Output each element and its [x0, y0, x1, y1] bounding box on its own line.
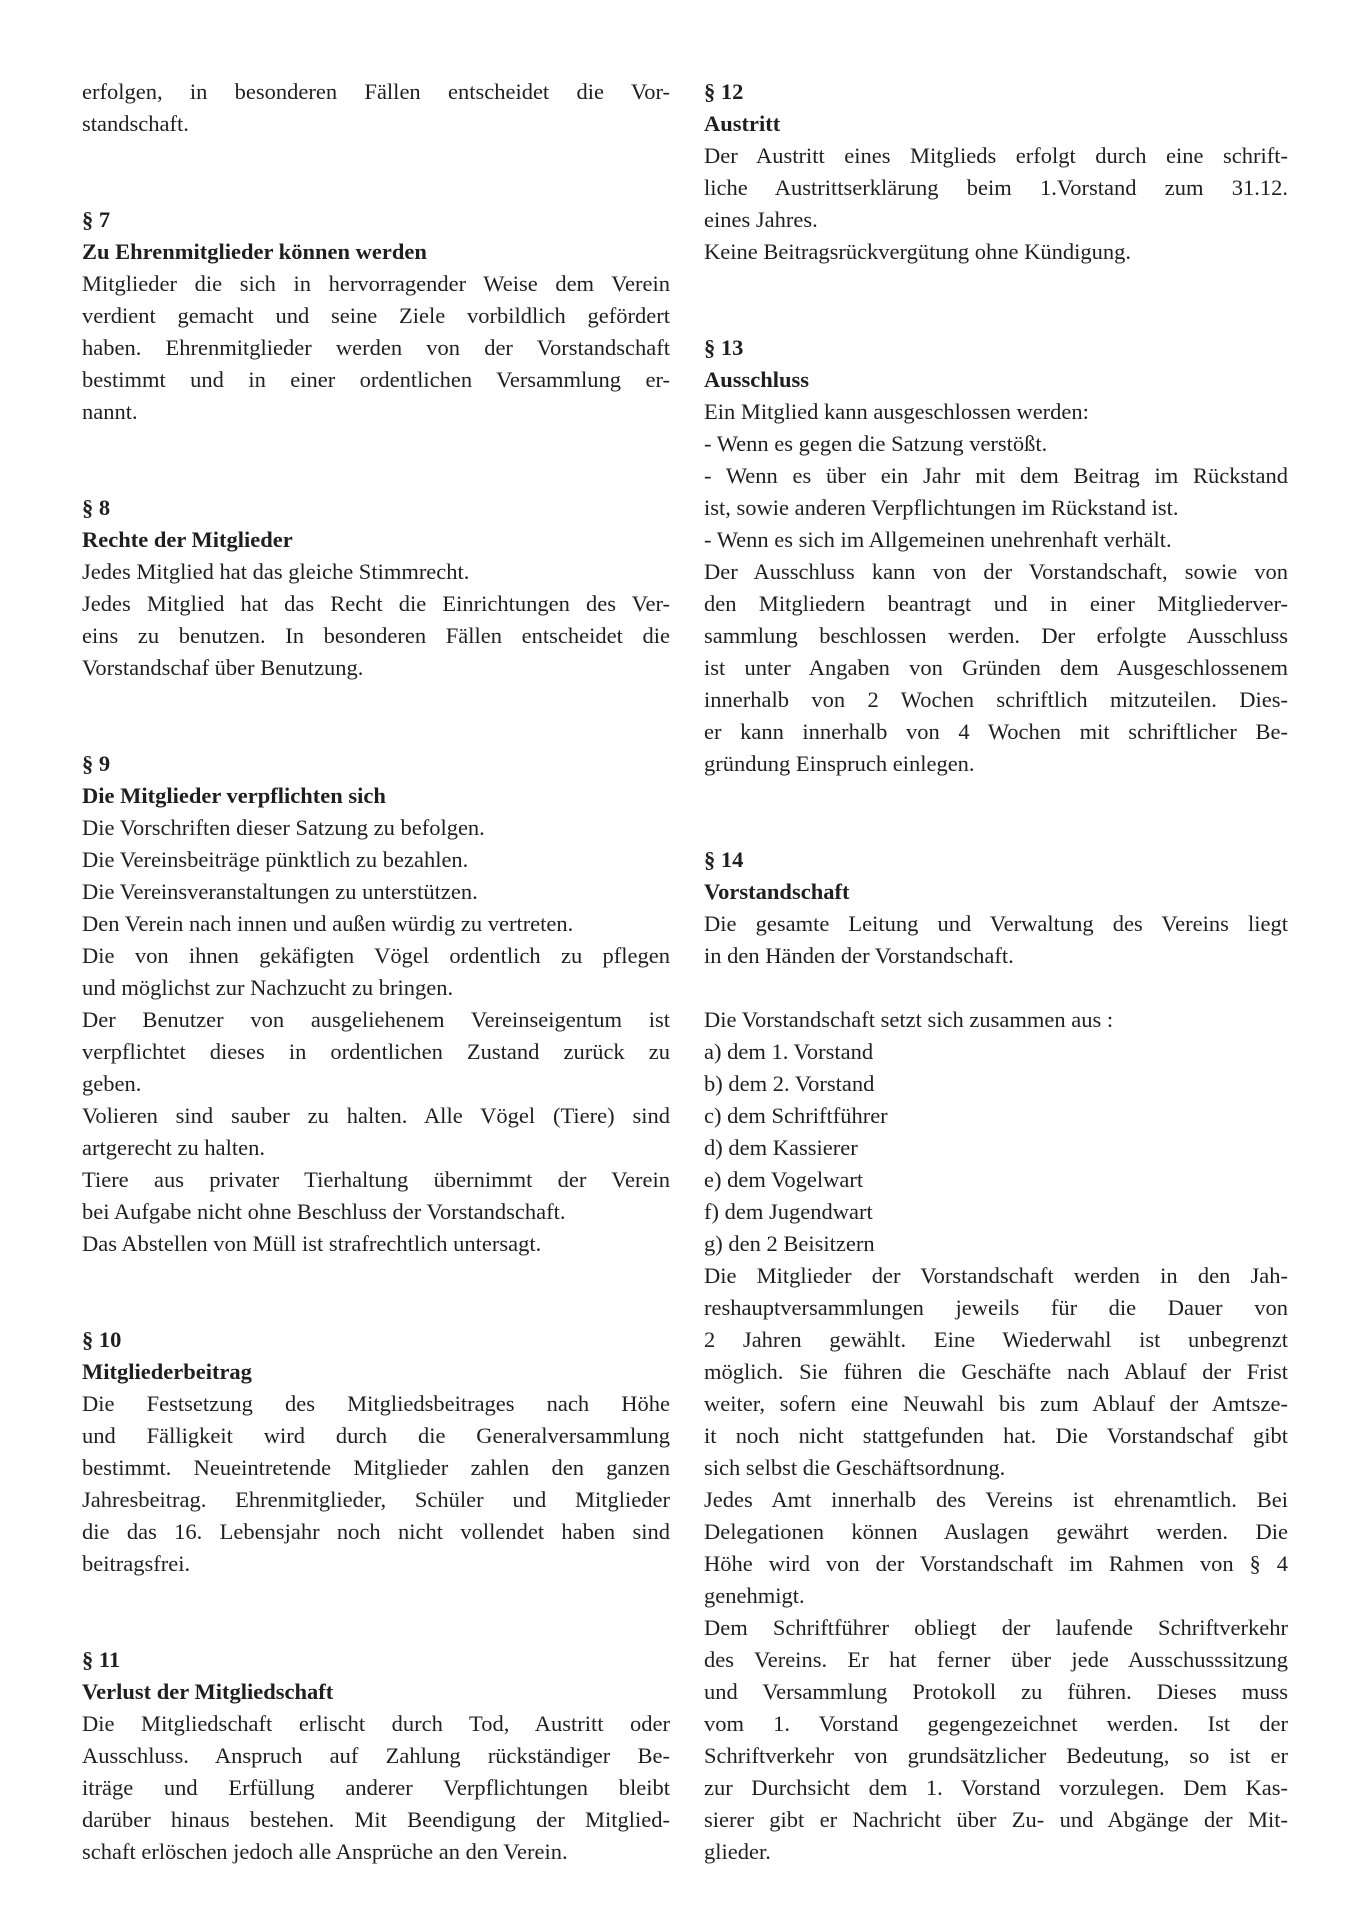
paragraph-line: Die Festsetzung des Mitgliedsbeitrages nach Höhe: [82, 1391, 670, 1416]
section-title: Vorstandschaft: [704, 879, 850, 904]
section-spacer: [82, 684, 670, 748]
section-title: Die Mitglieder verpflichten sich: [82, 783, 386, 808]
paragraph-line: er kann innerhalb von 4 Wochen mit schriftlicher Be-: [704, 719, 1288, 744]
paragraph-line: sich selbst die Geschäftsordnung.: [704, 1455, 1006, 1480]
paragraph-line: Die Vereinsveranstaltungen zu unterstützen.: [82, 879, 478, 904]
paragraph-line: Schriftverkehr von grundsätzlicher Bedeutung, so ist er: [704, 1743, 1288, 1768]
section-number: § 9: [82, 751, 111, 776]
paragraph-line: die das 16. Lebensjahr noch nicht vollendet haben sind: [82, 1519, 670, 1544]
paragraph-line: Jahresbeitrag. Ehrenmitglieder, Schüler und Mitglieder: [82, 1487, 670, 1512]
paragraph-line: zur Durchsicht dem 1. Vorstand vorzulegen. Dem Kas-: [704, 1775, 1288, 1800]
paragraph-line: Der Ausschluss kann von der Vorstandschaft, sowie von: [704, 559, 1288, 584]
paragraph-line: Ausschluss. Anspruch auf Zahlung rückständiger Be-: [82, 1743, 670, 1768]
paragraph-line: Mitglieder die sich in hervorragender Weise dem Verein: [82, 271, 670, 296]
paragraph-line: haben. Ehrenmitglieder werden von der Vorstandschaft: [82, 335, 670, 360]
section-title: Verlust der Mitgliedschaft: [82, 1679, 334, 1704]
paragraph-line: verdient gemacht und seine Ziele vorbildlich gefördert: [82, 303, 670, 328]
paragraph-line: it noch nicht stattgefunden hat. Die Vorstandschaf gibt: [704, 1423, 1288, 1448]
paragraph-line: bei Aufgabe nicht ohne Beschluss der Vorstandschaft.: [82, 1199, 566, 1224]
section-number: § 14: [704, 847, 744, 872]
paragraph-line: verpflichtet dieses in ordentlichen Zustand zurück zu: [82, 1039, 670, 1064]
paragraph-line: Die Vorstandschaft setzt sich zusammen aus :: [704, 1007, 1114, 1032]
paragraph-line: Das Abstellen von Müll ist strafrechtlich untersagt.: [82, 1231, 542, 1256]
paragraph-line: Die Mitgliedschaft erlischt durch Tod, Austritt oder: [82, 1711, 670, 1736]
paragraph-line: iträge und Erfüllung anderer Verpflichtungen bleibt: [82, 1775, 670, 1800]
paragraph-line: Vorstandschaf über Benutzung.: [82, 655, 364, 680]
section-7: [82, 204, 670, 428]
section-number: § 8: [82, 495, 111, 520]
paragraph-line: Jedes Amt innerhalb des Vereins ist ehrenamtlich. Bei: [704, 1487, 1288, 1512]
paragraph-line: geben.: [82, 1071, 142, 1096]
section-spacer: [82, 140, 670, 204]
paragraph-line: Der Austritt eines Mitglieds erfolgt durch eine schrift-: [704, 143, 1288, 168]
paragraph-line: ist unter Angaben von Gründen dem Ausgeschlossenem: [704, 655, 1288, 680]
paragraph-line: Die Vorschriften dieser Satzung zu befolgen.: [82, 815, 485, 840]
section-11: [82, 1644, 670, 1868]
paragraph-line: Die Mitglieder der Vorstandschaft werden in den Jah-: [704, 1263, 1288, 1288]
paragraph-spacer: [704, 972, 1288, 1004]
list-item: e) dem Vogelwart: [704, 1167, 864, 1192]
paragraph-line: darüber hinaus bestehen. Mit Beendigung der Mitglied-: [82, 1807, 670, 1832]
paragraph-line: und Versammlung Protokoll zu führen. Dieses muss: [704, 1679, 1288, 1704]
paragraph-line: Delegationen können Auslagen gewährt werden. Die: [704, 1519, 1288, 1544]
paragraph-line: eines Jahres.: [704, 207, 818, 232]
paragraph-line: erfolgen, in besonderen Fällen entscheidet die Vor-: [82, 79, 670, 104]
paragraph-line: beitragsfrei.: [82, 1551, 191, 1576]
paragraph-line: vom 1. Vorstand gegengezeichnet werden. Ist der: [704, 1711, 1288, 1736]
paragraph-line: glieder.: [704, 1839, 771, 1864]
section-title: Zu Ehrenmitglieder können werden: [82, 239, 427, 264]
left-column: [82, 76, 670, 1868]
section-14: [704, 844, 1288, 1868]
section-12: [704, 76, 1288, 268]
section-8: [82, 492, 670, 684]
section-spacer: [704, 268, 1288, 332]
paragraph-line: genehmigt.: [704, 1583, 805, 1608]
paragraph-line: Dem Schriftführer obliegt der laufende Schriftverkehr: [704, 1615, 1288, 1640]
paragraph-line: bestimmt und in einer ordentlichen Versammlung er-: [82, 367, 670, 392]
paragraph-line: liche Austrittserklärung beim 1.Vorstand zum 31.12.: [704, 175, 1288, 200]
paragraph-line: eins zu benutzen. In besonderen Fällen entscheidet die: [82, 623, 670, 648]
paragraph-line: 2 Jahren gewählt. Eine Wiederwahl ist unbegrenzt: [704, 1327, 1288, 1352]
paragraph-line: Den Verein nach innen und außen würdig zu vertreten.: [82, 911, 574, 936]
list-item: c) dem Schriftführer: [704, 1103, 888, 1128]
paragraph-line: - Wenn es sich im Allgemeinen unehrenhaft verhält.: [704, 527, 1172, 552]
paragraph-line: nannt.: [82, 399, 138, 424]
section-number: § 11: [82, 1647, 121, 1672]
section-number: § 10: [82, 1327, 122, 1352]
paragraph-line: schaft erlöschen jedoch alle Ansprüche an den Verein.: [82, 1839, 568, 1864]
list-item: d) dem Kassierer: [704, 1135, 858, 1160]
paragraph-line: sierer gibt er Nachricht über Zu- und Abgänge der Mit-: [704, 1807, 1288, 1832]
section-title: Mitgliederbeitrag: [82, 1359, 252, 1384]
paragraph-line: sammlung beschlossen werden. Der erfolgte Ausschluss: [704, 623, 1288, 648]
paragraph-line: Jedes Mitglied hat das Recht die Einrichtungen des Ver-: [82, 591, 670, 616]
paragraph-line: möglich. Sie führen die Geschäfte nach Ablauf der Frist: [704, 1359, 1288, 1384]
paragraph-line: Die von ihnen gekäfigten Vögel ordentlich zu pflegen: [82, 943, 670, 968]
list-item: b) dem 2. Vorstand: [704, 1071, 875, 1096]
section-10: [82, 1324, 670, 1580]
section-spacer: [82, 1580, 670, 1644]
right-column: [704, 76, 1288, 1868]
paragraph-line: Jedes Mitglied hat das gleiche Stimmrecht.: [82, 559, 470, 584]
section-title: Austritt: [704, 111, 781, 136]
paragraph-line: weiter, sofern eine Neuwahl bis zum Ablauf der Amtsze-: [704, 1391, 1288, 1416]
section-13: [704, 332, 1288, 780]
paragraph-line: den Mitgliedern beantragt und in einer Mitgliederver-: [704, 591, 1288, 616]
paragraph-line: innerhalb von 2 Wochen schriftlich mitzuteilen. Dies-: [704, 687, 1288, 712]
paragraph-line: Der Benutzer von ausgeliehenem Vereinseigentum ist: [82, 1007, 670, 1032]
paragraph-line: Höhe wird von der Vorstandschaft im Rahmen von § 4: [704, 1551, 1288, 1576]
section-number: § 12: [704, 79, 744, 104]
paragraph-line: in den Händen der Vorstandschaft.: [704, 943, 1014, 968]
list-item: a) dem 1. Vorstand: [704, 1039, 874, 1064]
list-item: f) dem Jugendwart: [704, 1199, 873, 1224]
section-spacer: [82, 428, 670, 492]
section-spacer: [704, 780, 1288, 844]
paragraph-line: und möglichst zur Nachzucht zu bringen.: [82, 975, 454, 1000]
paragraph-line: Die gesamte Leitung und Verwaltung des Vereins liegt: [704, 911, 1288, 936]
paragraph-line: ist, sowie anderen Verpflichtungen im Rückstand ist.: [704, 495, 1179, 520]
section-spacer: [82, 1260, 670, 1324]
section-title: Ausschluss: [704, 367, 810, 392]
paragraph-line: Die Vereinsbeiträge pünktlich zu bezahlen.: [82, 847, 469, 872]
paragraph-line: - Wenn es über ein Jahr mit dem Beitrag im Rückstand: [704, 463, 1288, 488]
paragraph-line: artgerecht zu halten.: [82, 1135, 266, 1160]
section-number: § 7: [82, 207, 111, 232]
section-number: § 13: [704, 335, 744, 360]
paragraph-line: gründung Einspruch einlegen.: [704, 751, 975, 776]
paragraph-line: - Wenn es gegen die Satzung verstößt.: [704, 431, 1048, 456]
paragraph-line: standschaft.: [82, 111, 189, 136]
paragraph-line: Volieren sind sauber zu halten. Alle Vögel (Tiere) sind: [82, 1103, 670, 1128]
paragraph-line: Tiere aus privater Tierhaltung übernimmt der Verein: [82, 1167, 670, 1192]
paragraph-line: Ein Mitglied kann ausgeschlossen werden:: [704, 399, 1089, 424]
section-9: [82, 748, 670, 1260]
paragraph-line: bestimmt. Neueintretende Mitglieder zahlen den ganzen: [82, 1455, 670, 1480]
paragraph-line: und Fälligkeit wird durch die Generalversammlung: [82, 1423, 670, 1448]
paragraph-line: Keine Beitragsrückvergütung ohne Kündigung.: [704, 239, 1131, 264]
paragraph-line: des Vereins. Er hat ferner über jede Ausschusssitzung: [704, 1647, 1288, 1672]
section-title: Rechte der Mitglieder: [82, 527, 293, 552]
paragraph-line: reshauptversammlungen jeweils für die Dauer von: [704, 1295, 1288, 1320]
list-item: g) den 2 Beisitzern: [704, 1231, 875, 1256]
